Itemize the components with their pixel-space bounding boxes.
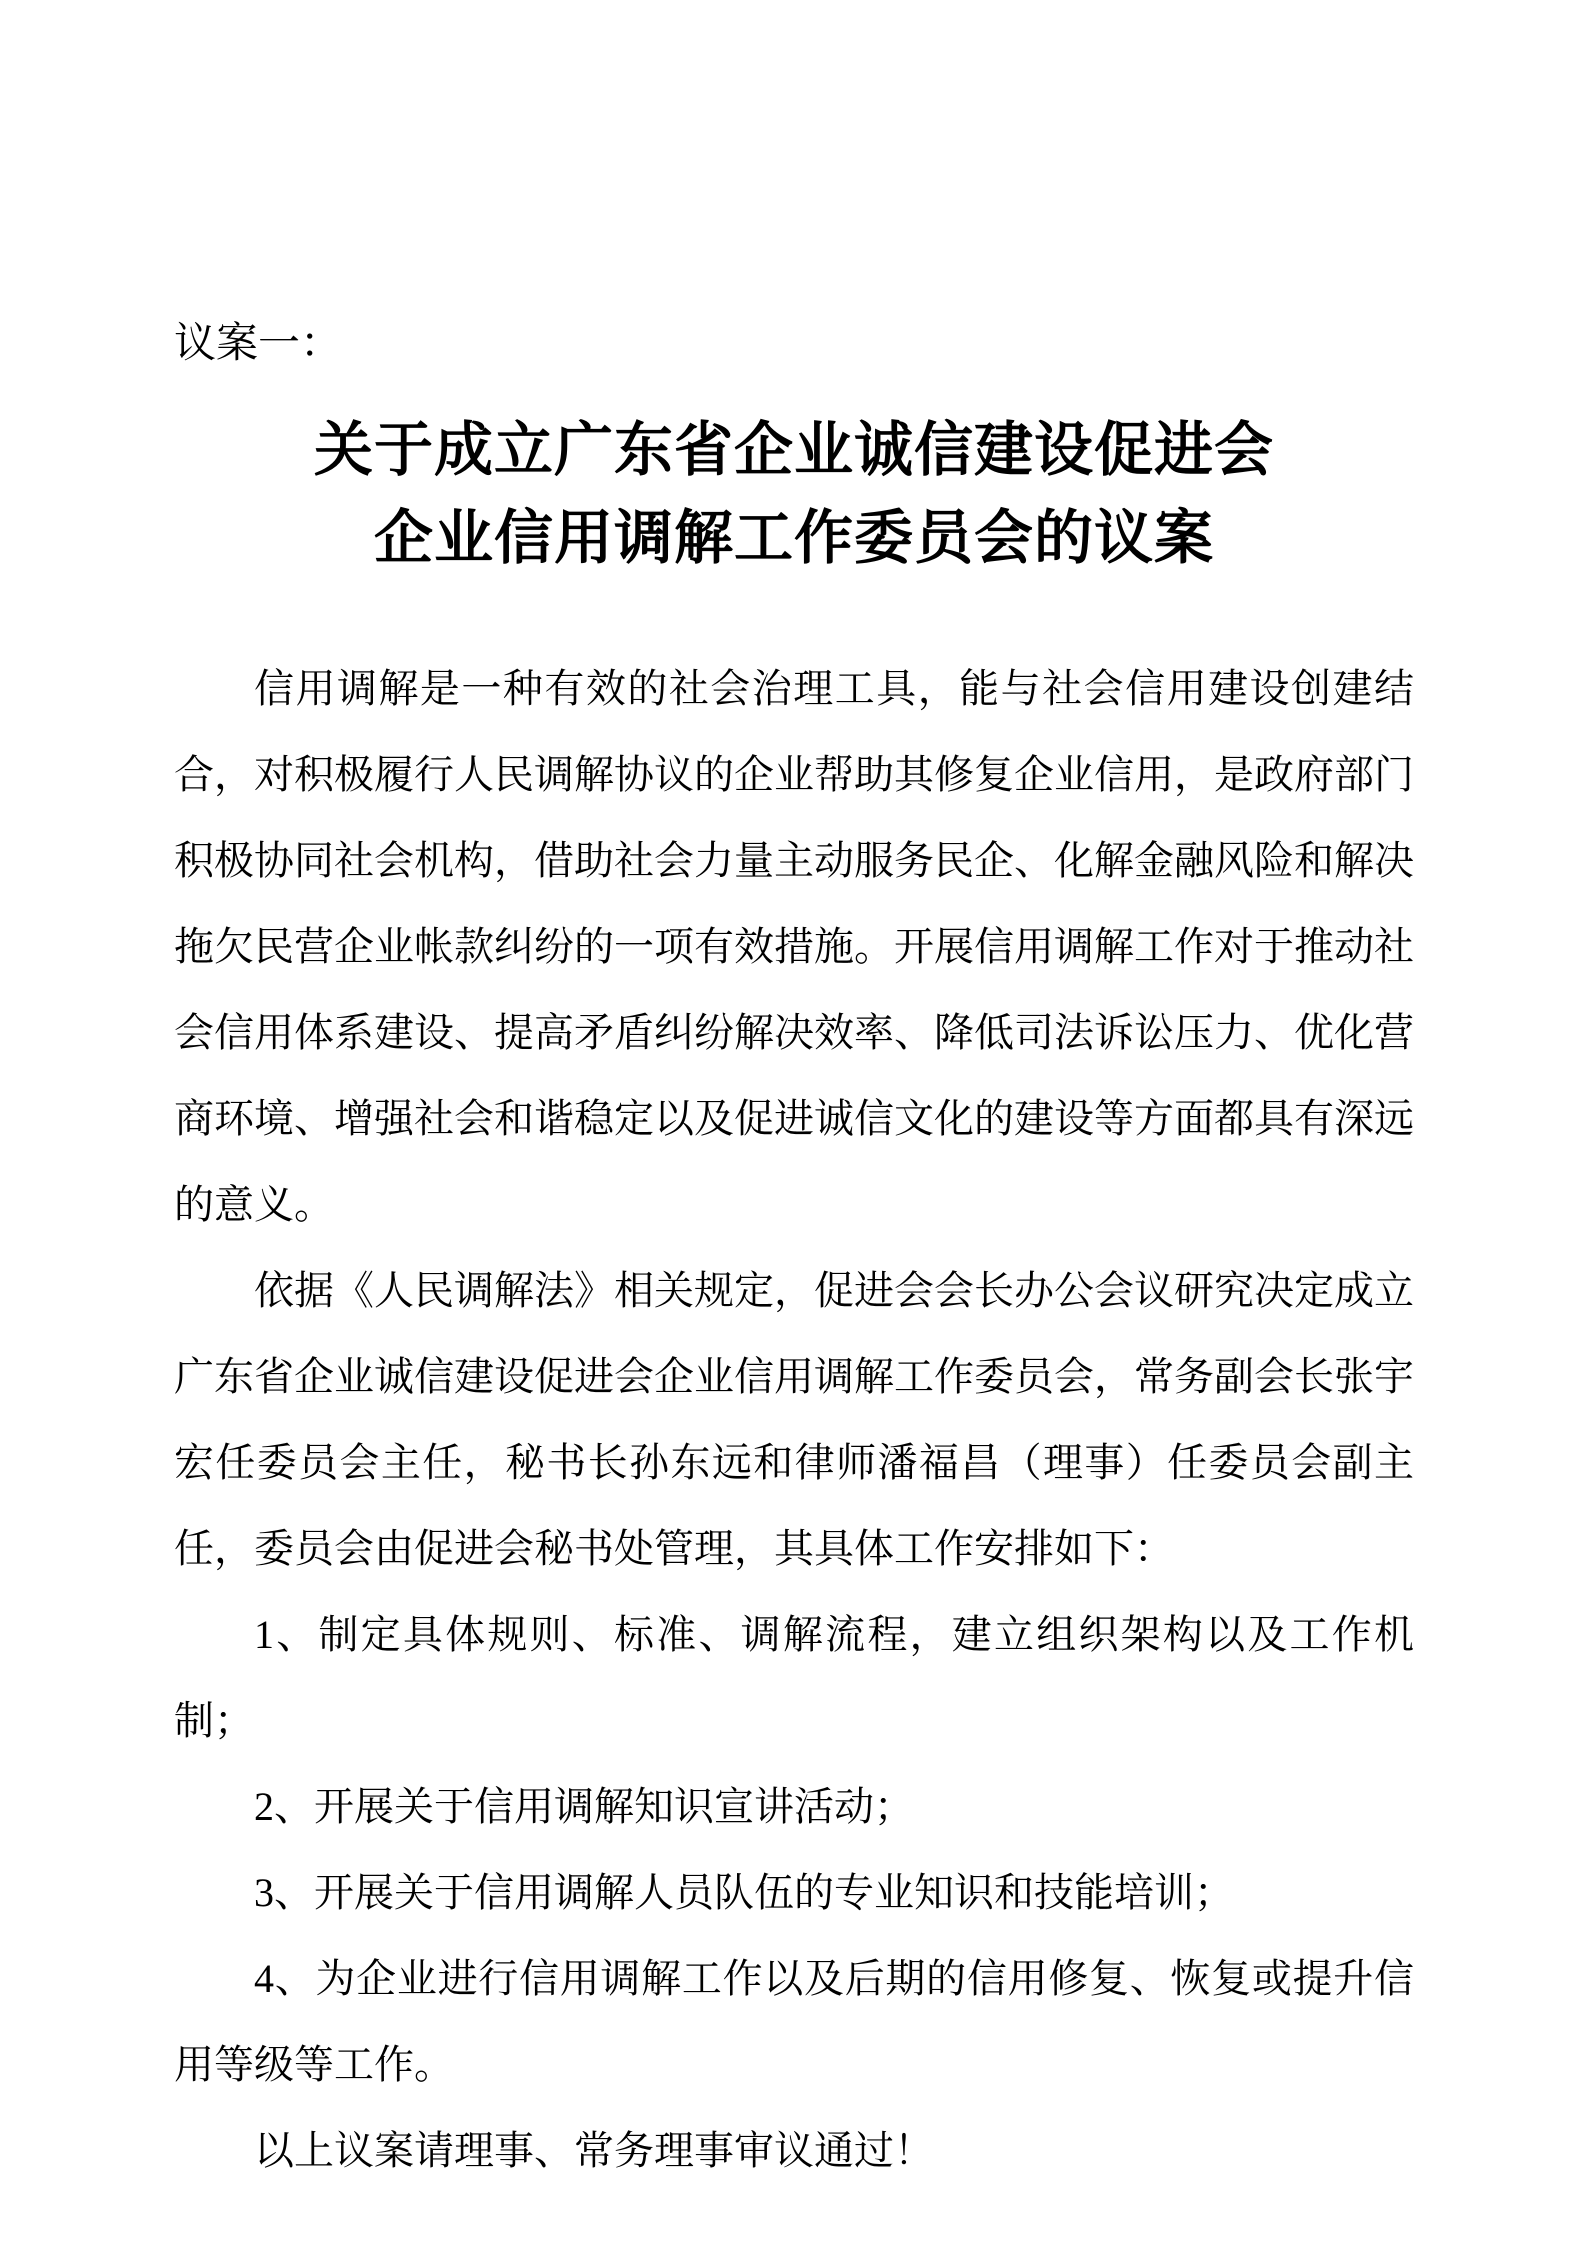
document-title: [174, 406, 1414, 582]
list-item-1: 1、制定具体规则、标准、调解流程，建立组织架构以及工作机制；: [174, 1612, 1414, 1743]
body-paragraph-1: 信用调解是一种有效的社会治理工具，能与社会信用建设创建结合，对积极履行人民调解协议的企业帮助其修复企业信用，是政府部门积极协同社会机构，借助社会力量主动服务民企、化解金融风险和解决拖欠民营企业帐款纠纷的一项有效措施。开展信用调解工作对于推动社会信用体系建设、提高矛盾纠纷解决效率、降低司法诉讼压力、优化营商环境、增强社会和谐稳定以及促进诚信文化的建设等方面都具有深远的意义。: [174, 666, 1414, 1227]
list-item-3: 3、开展关于信用调解人员队伍的专业知识和技能培训；: [254, 1870, 1234, 1915]
list-item-2: 2、开展关于信用调解知识宣讲活动；: [254, 1784, 914, 1829]
body-paragraph-2: 依据《人民调解法》相关规定，促进会会长办公会议研究决定成立广东省企业诚信建设促进会企业信用调解工作委员会，常务副会长张宇宏任委员会主任，秘书长孙东远和律师潘福昌（理事）任委员会副主任，委员会由促进会秘书处管理，其具体工作安排如下：: [174, 1268, 1414, 1571]
closing-line: 以上议案请理事、常务理事审议通过！: [254, 2128, 934, 2173]
document-title-line-1: 关于成立广东省企业诚信建设促进会: [313, 417, 1274, 483]
document-body: [174, 646, 1414, 2194]
document-title-line-2: 企业信用调解工作委员会的议案: [373, 505, 1214, 571]
proposal-number-label: 议案一：: [174, 321, 343, 367]
list-item-4: 4、为企业进行信用调解工作以及后期的信用修复、恢复或提升信用等级等工作。: [174, 1956, 1414, 2087]
